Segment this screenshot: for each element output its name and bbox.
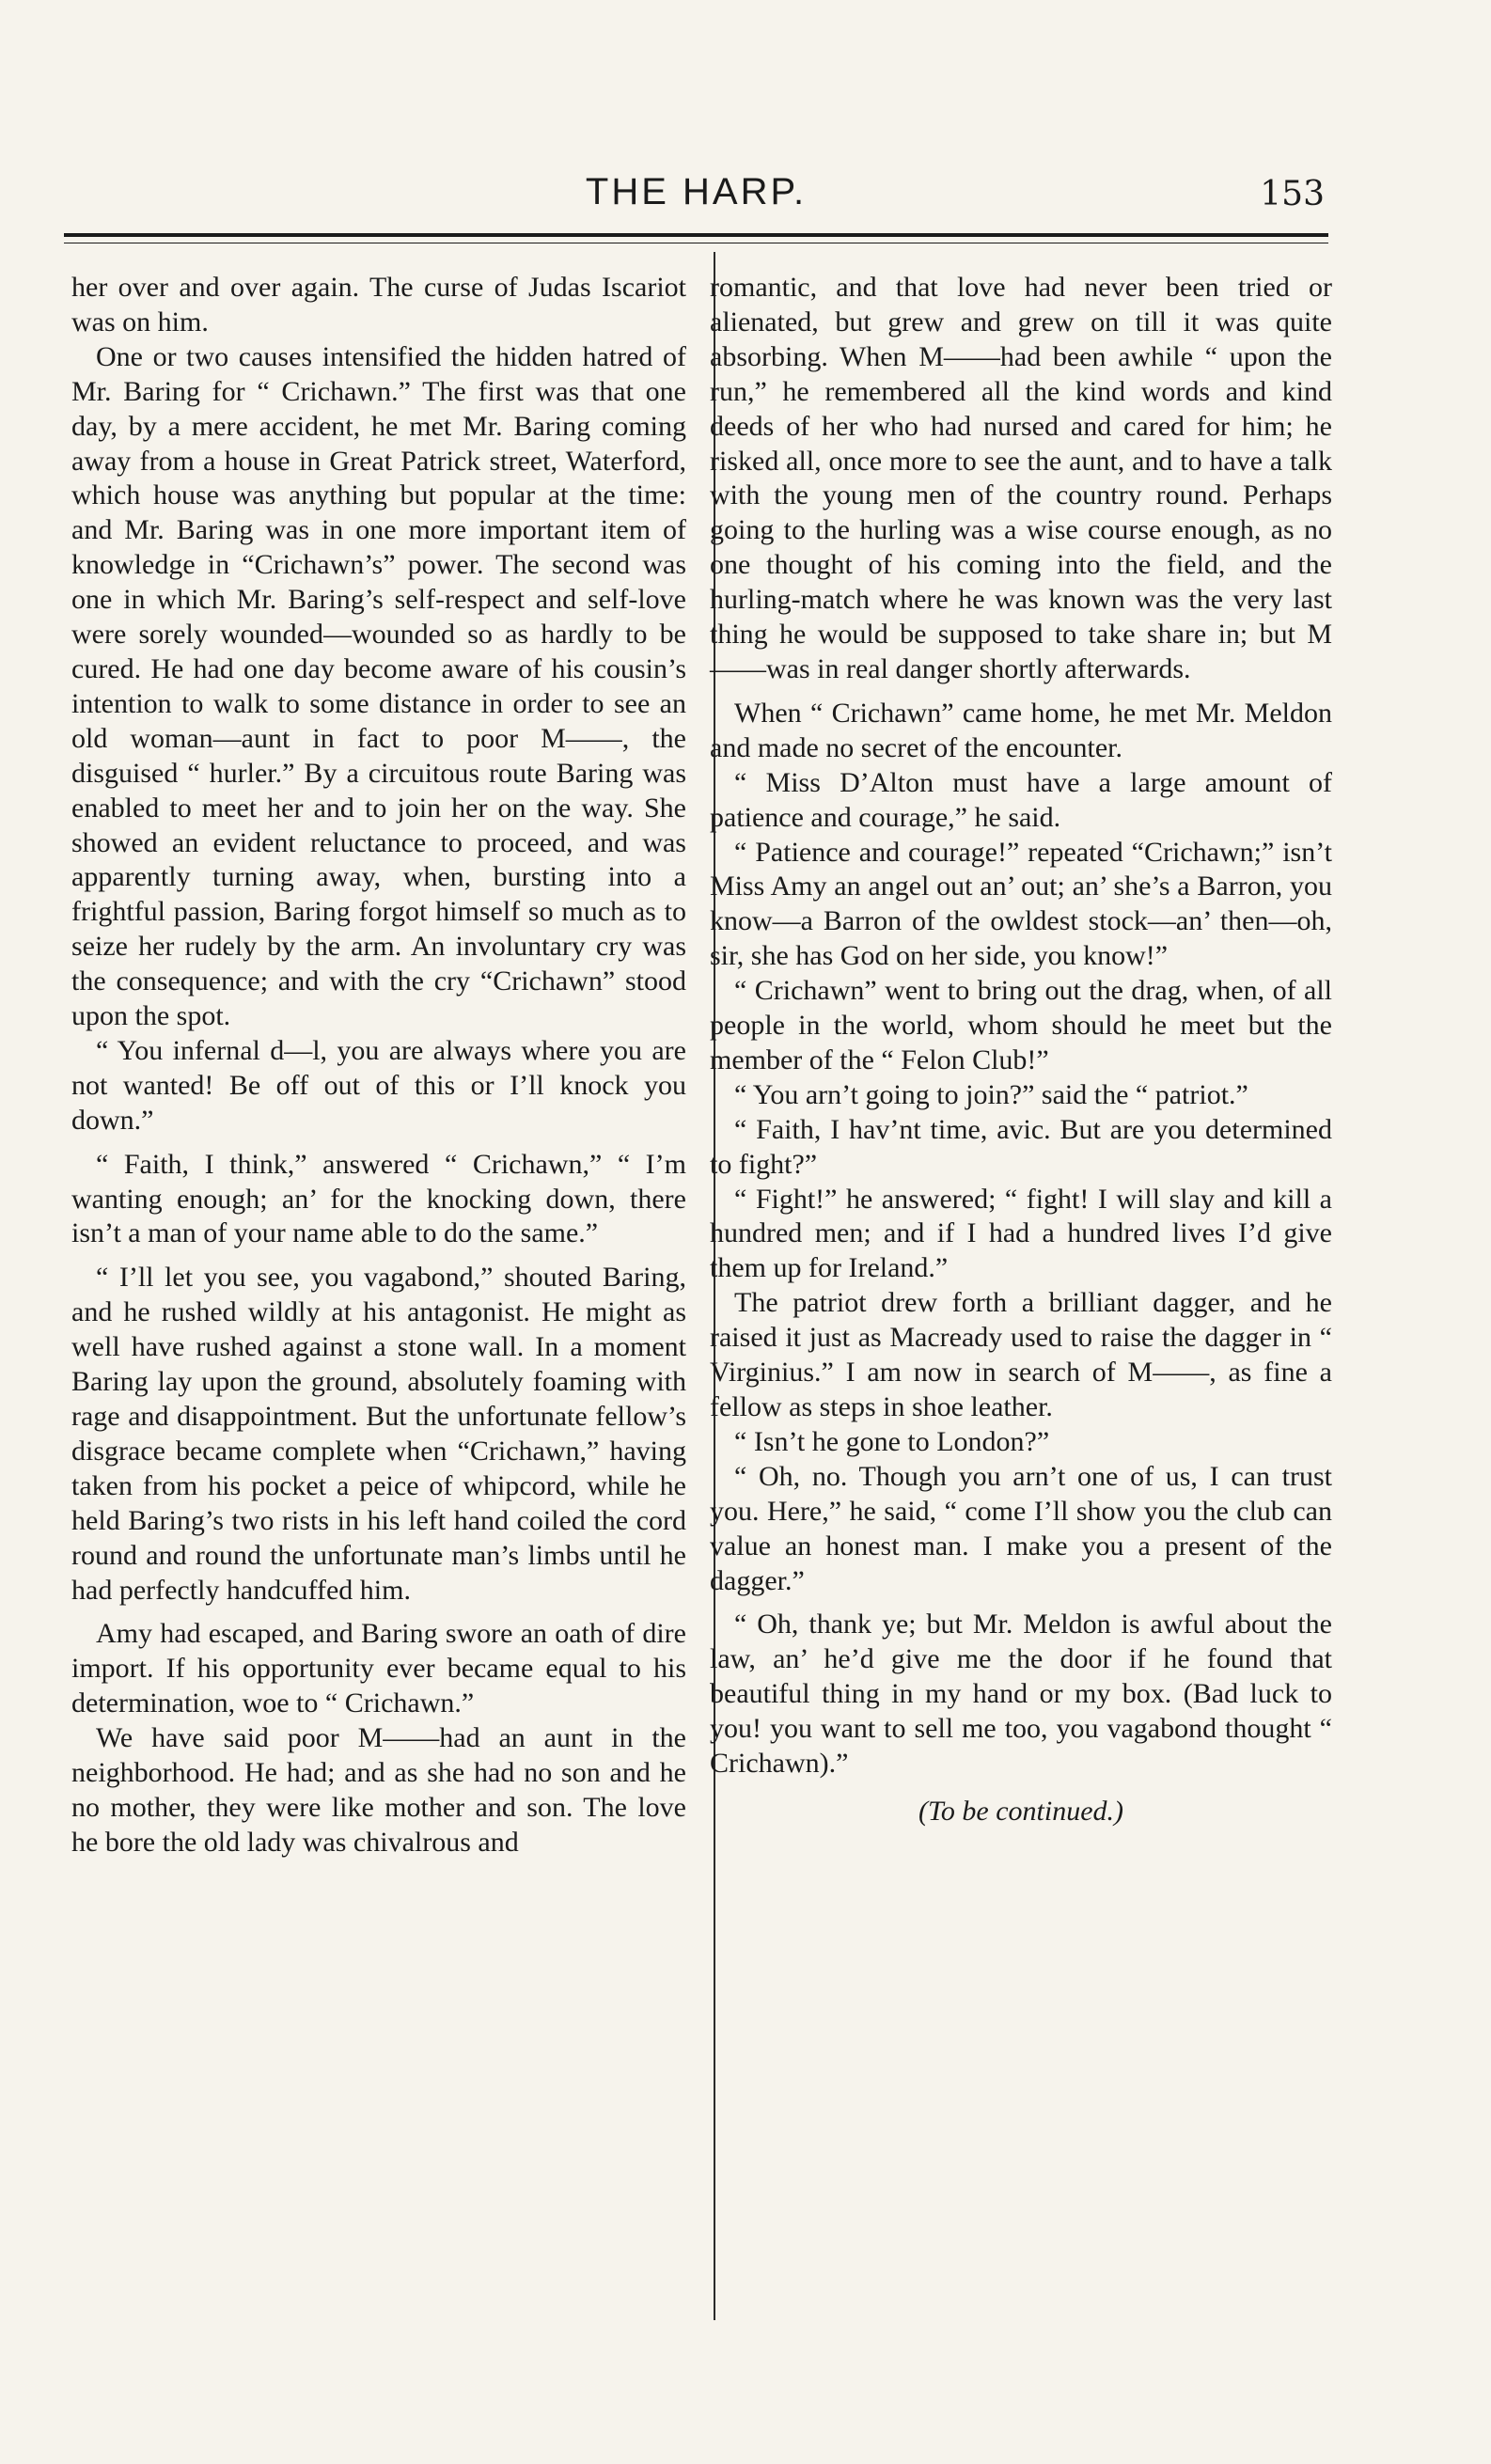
paragraph: “ Fight!” he answered; “ fight! I will slay and kill a hundred men; and if I had a hundred lives I’d give them up for Ireland.” — [710, 1183, 1332, 1284]
paragraph: “ Faith, I hav’nt time, avic. But are you determined to fight?” — [710, 1113, 1332, 1180]
paragraph: “ You infernal d—l, you are always where you are not wanted! Be off out of this or I’ll knock you down.” — [71, 1034, 686, 1136]
paragraph: Amy had escaped, and Baring swore an oath of dire import. If his opportunity ever became equal to his determination, woe to “ Crichawn.” — [71, 1618, 686, 1719]
to-be-continued: (To be continued.) — [918, 1795, 1124, 1827]
paragraph: One or two causes intensified the hidden hatred of Mr. Baring for “ Crichawn.” The first was that one day, by a mere accident, he met Mr. Baring coming away from a house in Great Patrick street, Waterford, which house was anything but popular at the time: and Mr. Baring was in one more important item of knowledge in “Crichawn’s” power. The second was one in which Mr. Baring’s self-respect and self-love were sorely wounded—wounded so as hardly to be cured. He had one day become aware of his cousin’s intention to walk to some distance in order to see an old woman—aunt in fact to poor M——, the disguised “ hurler.” By a circuitous route Baring was enabled to meet her and to join her on the way. She showed an evident reluctance to proceed, and was apparently turning away, when, bursting into a frightful passion, Baring forgot himself so much as to seize her rudely by the arm. An involuntary cry was the consequence; and with the cry “Crichawn” stood upon the spot. — [71, 340, 686, 1032]
right-column — [710, 271, 1332, 1829]
paragraph: The patriot drew forth a brilliant dagger, and he raised it just as Macready used to raise the dagger in “ Virginius.” I am now in search of M——, as fine a fellow as steps in shoe leather. — [710, 1287, 1332, 1422]
header-rule-thick — [64, 233, 1328, 237]
paragraph: “ Miss D’Alton must have a large amount of patience and courage,” he said. — [710, 766, 1332, 833]
paragraph: “ You arn’t going to join?” said the “ patriot.” — [734, 1078, 1248, 1110]
paragraph: “ Faith, I think,” answered “ Crichawn,” “ I’m wanting enough; an’ for the knocking down, there isn’t a man of your name able to do the same.” — [71, 1148, 686, 1249]
paragraph: When “ Crichawn” came home, he met Mr. Meldon and made no secret of the encounter. — [710, 697, 1332, 763]
page-number: 153 — [1260, 175, 1325, 213]
paragraph: “ Oh, no. Though you arn’t one of us, I can trust you. Here,” he said, “ come I’ll show you the club can value an honest man. I make you a present of the dagger.” — [710, 1460, 1332, 1596]
left-column — [71, 271, 686, 1860]
periodical-title: THE HARP. — [585, 171, 808, 212]
paragraph: We have said poor M——had an aunt in the neighborhood. He had; and as she had no son and he no mother, they were like mother and son. The love he bore the old lady was chivalrous and — [71, 1722, 686, 1858]
paragraph: “ Oh, thank ye; but Mr. Meldon is awful about the law, an’ he’d give me the door if he found that beautiful thing in my hand or my box. (Bad luck to you! you want to sell me too, you vagabond thought “ Crichawn).” — [710, 1609, 1332, 1780]
paragraph: “ Crichawn” went to bring out the drag, when, of all people in the world, whom should he meet but the member of the “ Felon Club!” — [710, 975, 1332, 1075]
page-header — [64, 171, 1328, 228]
paragraph: “ Patience and courage!” repeated “Crichawn;” isn’t Miss Amy an angel out an’ out; an’ she’s a Barron, you know—a Barron of the owldest stock—an’ then—oh, sir, she has God on her side, you know!” — [710, 836, 1332, 972]
paragraph: romantic, and that love had never been tried or alienated, but grew and grew on till it was quite absorbing. When M——had been awhile “ upon the run,” he remembered all the kind words and kind deeds of her who had nursed and cared for him; he risked all, once more to see the aunt, and to have a talk with the young men of the country round. Perhaps going to the hurling was a wise course enough, as no one thought of his coming into the field, and the hurling-match where he was known was the very last thing he would be supposed to take share in; but M——was in real danger shortly afterwards. — [710, 272, 1332, 684]
paragraph: “ I’ll let you see, you vagabond,” shouted Baring, and he rushed wildly at his antagonist. He might as well have rushed against a stone wall. In a moment Baring lay upon the ground, absolutely foaming with rage and disappointment. But the unfortunate fellow’s disgrace became complete when “Crichawn,” having taken from his pocket a peice of whipcord, while he held Baring’s two rists in his left hand coiled the cord round and round the unfortunate man’s limbs until he had perfectly handcuffed him. — [71, 1262, 686, 1606]
paragraph: her over and over again. The curse of Judas Iscariot was on him. — [71, 272, 686, 337]
paragraph: “ Isn’t he gone to London?” — [734, 1425, 1050, 1457]
